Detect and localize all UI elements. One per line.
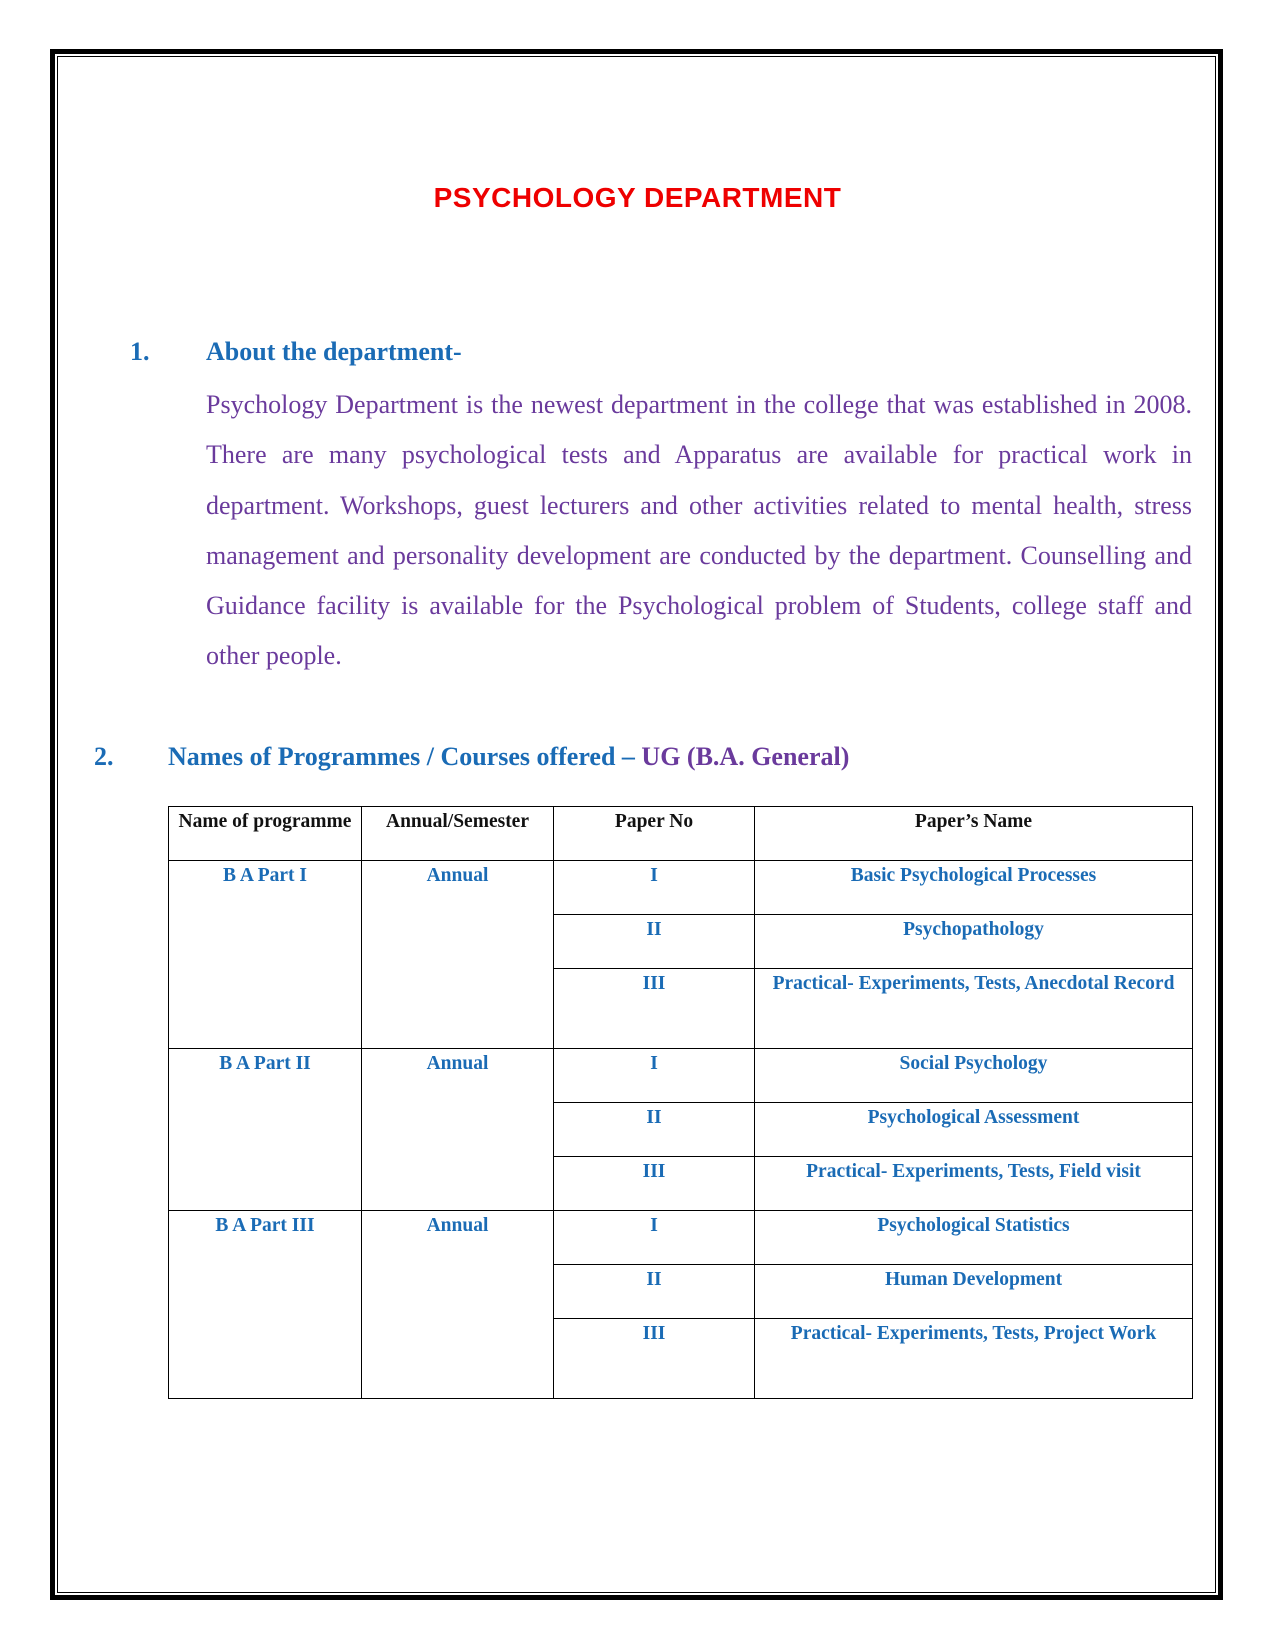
paper-no: I	[554, 1211, 755, 1265]
paper-no: I	[554, 861, 755, 915]
section-1-body: Psychology Department is the newest department in the college that was established in 2008. There are many psychological tests and Apparatus are available for practical work in department. Workshops, guest lecturers and other activities related to mental health, stress management and personality development are conducted by the department. Counselling and Guidance facility is available for the Psychological problem of Students, college staff and other people.	[206, 390, 1192, 671]
header-mode: Annual/Semester	[362, 807, 554, 861]
paper-name: Practical- Experiments, Tests, Project Work	[755, 1319, 1193, 1399]
paper-no: III	[554, 969, 755, 1049]
paper-name: Psychological Statistics	[755, 1211, 1193, 1265]
paper-no: II	[554, 915, 755, 969]
programme-name: B A Part I	[169, 861, 362, 1049]
table-row	[169, 861, 1193, 915]
page-title: PSYCHOLOGY DEPARTMENT	[433, 182, 842, 213]
header-paper-no: Paper No	[554, 807, 755, 861]
paper-name: Psychopathology	[755, 915, 1193, 969]
header-programme: Name of programme	[169, 807, 362, 861]
section-2-number: 2.	[94, 742, 114, 771]
paper-no: III	[554, 1157, 755, 1211]
paper-name: Social Psychology	[755, 1049, 1193, 1103]
paper-name: Human Development	[755, 1265, 1193, 1319]
courses-table	[168, 806, 1193, 1399]
programme-mode: Annual	[362, 1211, 554, 1399]
paper-name: Practical- Experiments, Tests, Field visit	[755, 1157, 1193, 1211]
table-row	[169, 1049, 1193, 1103]
paper-no: III	[554, 1319, 755, 1399]
section-2-heading-main: Names of Programmes / Courses offered –	[168, 742, 642, 771]
section-2-heading-ug: UG (B.A. General)	[641, 742, 850, 771]
paper-name: Basic Psychological Processes	[755, 861, 1193, 915]
paper-no: II	[554, 1265, 755, 1319]
section-1-number: 1.	[130, 337, 150, 366]
section-1-heading: About the department-	[206, 337, 462, 366]
paper-name: Psychological Assessment	[755, 1103, 1193, 1157]
programme-name: B A Part II	[169, 1049, 362, 1211]
header-paper-name: Paper’s Name	[755, 807, 1193, 861]
table-header-row	[169, 807, 1193, 861]
paper-name: Practical- Experiments, Tests, Anecdotal Record	[755, 969, 1193, 1049]
programme-mode: Annual	[362, 861, 554, 1049]
paper-no: II	[554, 1103, 755, 1157]
programme-name: B A Part III	[169, 1211, 362, 1399]
paper-no: I	[554, 1049, 755, 1103]
programme-mode: Annual	[362, 1049, 554, 1211]
table-row	[169, 1211, 1193, 1265]
section-2-heading	[168, 742, 849, 772]
